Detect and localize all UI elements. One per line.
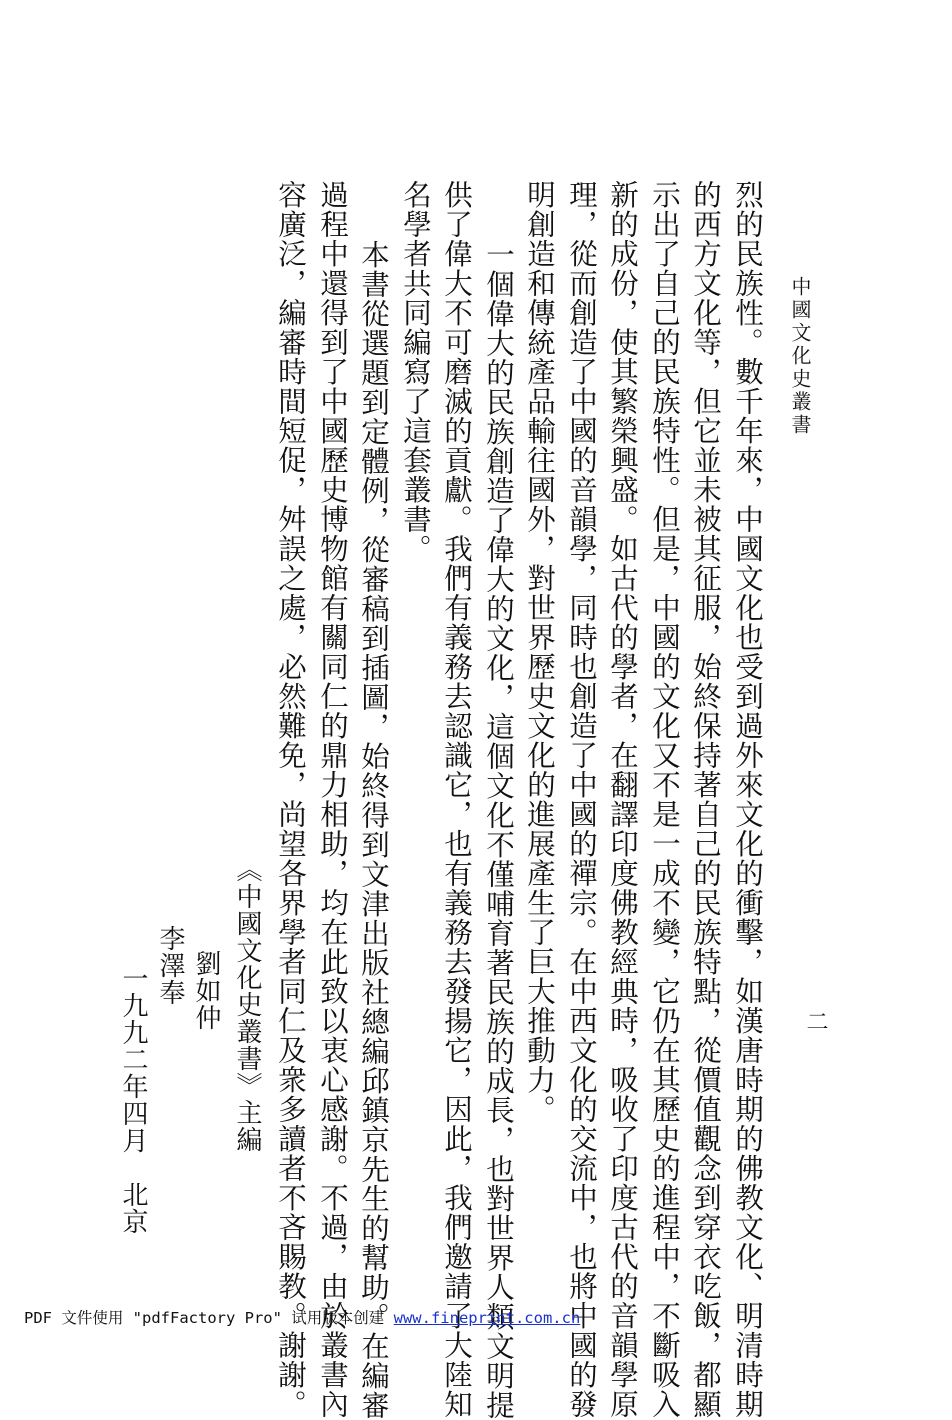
text-column-10: 本書從選題到定體例，從審稿到插圖，始終得到文津出版社總編邱鎮京先生的幫助。在編審 — [357, 240, 390, 1420]
editor-name-1: 劉如仲 — [191, 950, 221, 1031]
editor-line: 《中國文化史叢書》主編 — [232, 856, 262, 1153]
text-column-11: 過程中還得到了中國歷史博物館有關同仁的鼎力相助，均在此致以衷心感謝。不過，由於叢書內 — [316, 180, 349, 1419]
text-column-1: 烈的民族性。數千年來，中國文化也受到過外來文化的衝擊，如漢唐時期的佛教文化、明清時期 — [731, 180, 764, 1419]
text-column-4: 新的成份，使其繁榮興盛。如古代的學者，在翻譯印度佛教經典時，吸收了印度古代的音韻學原 — [606, 180, 639, 1419]
text-column-7: 一個偉大的民族創造了偉大的文化，這個文化不僅哺育著民族的成長，也對世界人類文明提 — [482, 240, 515, 1420]
text-column-2: 的西方文化等，但它並未被其征服，始終保持著自己的民族特點，從價值觀念到穿衣吃飯，都顯 — [689, 180, 722, 1419]
fineprint-link[interactable]: www.fineprint.com.cn — [393, 1309, 581, 1327]
date-place: 一九九二年四月 北京 — [118, 965, 148, 1235]
text-column-12: 容廣泛，編審時間短促，舛誤之處，必然難免，尚望各界學者同仁及衆多讀者不吝賜教。謝謝。 — [274, 180, 307, 1419]
series-title: 中國文化史叢書 — [788, 276, 812, 437]
text-column-6: 明創造和傳統產品輸往國外，對世界歷史文化的進展產生了巨大推動力。 — [523, 180, 556, 1124]
text-column-8: 供了偉大不可磨滅的貢獻。我們有義務去認識它，也有義務去發揚它，因此，我們邀請了大陸知 — [440, 180, 473, 1419]
editor-name-2: 李澤奉 — [155, 925, 185, 1006]
pdf-footer — [24, 1306, 924, 1328]
page-number: 二 — [803, 1010, 828, 1032]
text-column-5: 理，從而創造了中國的音韻學，同時也創造了中國的禪宗。在中西文化的交流中，也將中國的發 — [565, 180, 598, 1419]
text-column-3: 示出了自己的民族特性。但是，中國的文化又不是一成不變，它仍在其歷史的進程中，不斷吸入 — [648, 180, 681, 1419]
text-column-9: 名學者共同編寫了這套叢書。 — [399, 180, 432, 564]
footer-text: PDF 文件使用 "pdfFactory Pro" 试用版本创建 — [24, 1309, 394, 1327]
